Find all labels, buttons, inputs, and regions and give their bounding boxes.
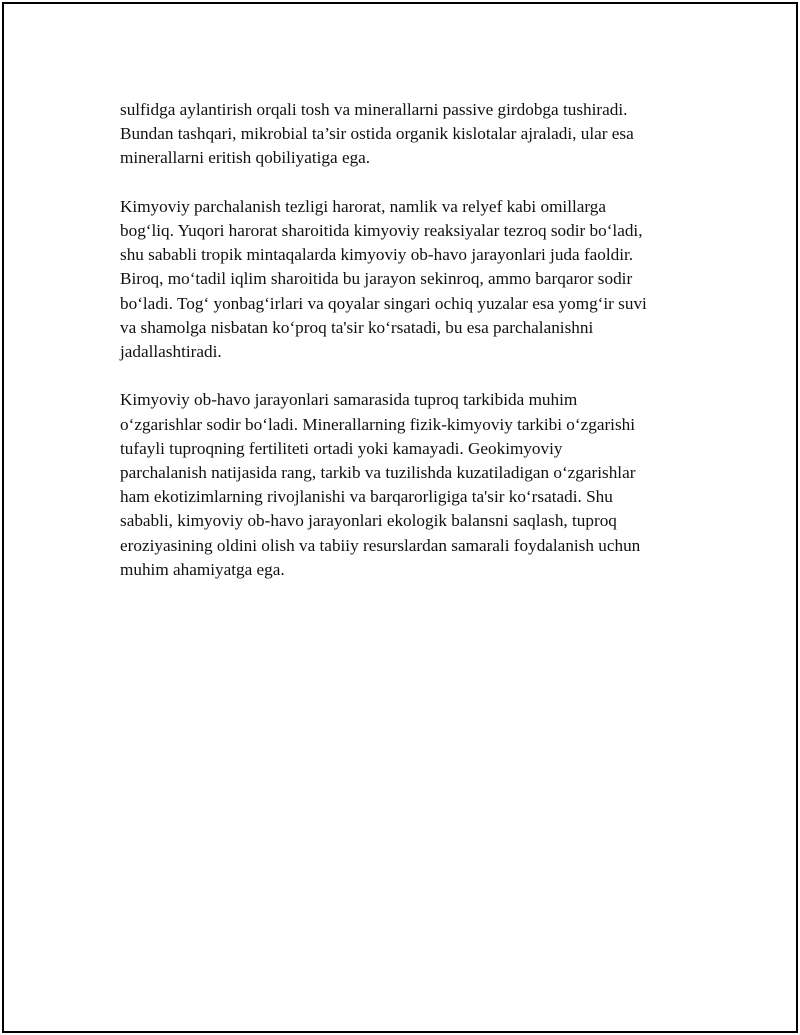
text-line: eroziyasining oldini olish va tabiiy resurslardan samarali foydalanish uchun (120, 535, 641, 555)
text-line: minerallarni eritish qobiliyatiga ega. (120, 148, 371, 168)
document-body (120, 98, 710, 606)
paragraph-2 (120, 195, 710, 364)
text-line: muhim ahamiyatga ega. (120, 559, 285, 579)
text-line: bo‘ladi. Tog‘ yonbag‘irlari va qoyalar singari ochiq yuzalar esa yomg‘ir suvi (120, 293, 647, 313)
paragraph-3 (120, 388, 710, 582)
text-line: parchalanish natijasida rang, tarkib va tuzilishda kuzatiladigan o‘zgarishlar (120, 463, 636, 483)
text-line: shu sababli tropik mintaqalarda kimyoviy ob-havo jarayonlari juda faoldir. (120, 245, 634, 265)
text-line: va shamolga nisbatan ko‘proq ta'sir ko‘rsatadi, bu esa parchalanishni (120, 317, 594, 337)
text-line: Kimyoviy parchalanish tezligi harorat, namlik va relyef kabi omillarga (120, 196, 607, 216)
text-line: tufayli tuproqning fertiliteti ortadi yoki kamayadi. Geokimyoviy (120, 438, 563, 458)
text-line: ham ekotizimlarning rivojlanishi va barqarorligiga ta'sir ko‘rsatadi. Shu (120, 487, 613, 507)
text-line: Biroq, mo‘tadil iqlim sharoitida bu jarayon sekinroq, ammo barqaror sodir (120, 269, 633, 289)
text-line: Bundan tashqari, mikrobial ta’sir ostida organik kislotalar ajraladi, ular esa (120, 124, 634, 144)
text-line: Kimyoviy ob-havo jarayonlari samarasida tuproq tarkibida muhim (120, 390, 578, 410)
text-line: sababli, kimyoviy ob-havo jarayonlari ekologik balansni saqlash, tuproq (120, 511, 617, 531)
page-frame (2, 2, 798, 1033)
text-line: o‘zgarishlar sodir bo‘ladi. Minerallarning fizik-kimyoviy tarkibi o‘zgarishi (120, 414, 636, 434)
text-line: jadallashtiradi. (120, 342, 222, 362)
text-line: bog‘liq. Yuqori harorat sharoitida kimyoviy reaksiyalar tezroq sodir bo‘ladi, (120, 221, 643, 240)
paragraph-1 (120, 98, 710, 171)
text-line: sulfidga aylantirish orqali tosh va minerallarni passive girdobga tushiradi. (120, 100, 628, 119)
